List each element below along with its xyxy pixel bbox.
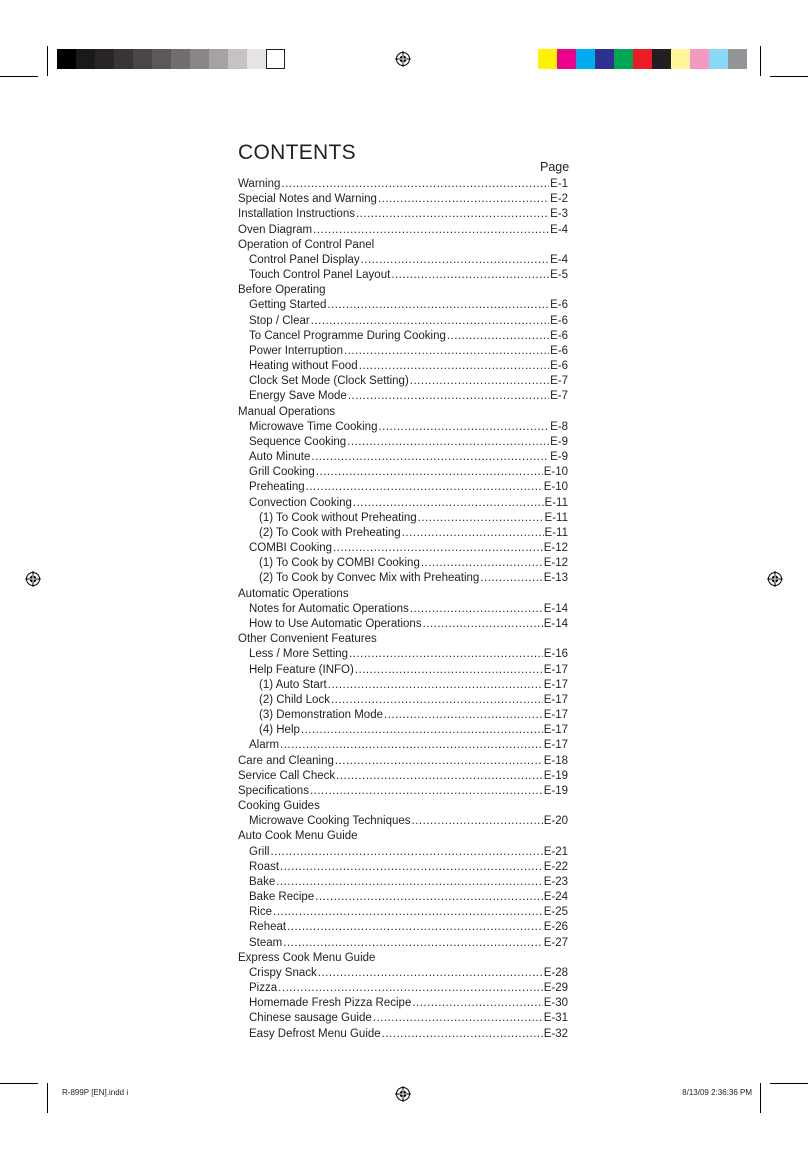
toc-entry-title: Reheat — [249, 921, 287, 934]
dot-leader — [331, 693, 543, 708]
toc-entry-page: E-1 — [550, 178, 568, 190]
toc-entry-page: E-6 — [550, 314, 568, 327]
toc-entry-page: E-9 — [550, 451, 568, 464]
toc-entry — [238, 314, 568, 329]
toc-entry — [238, 845, 568, 860]
toc-entry-page: E-13 — [543, 572, 568, 585]
toc-entry — [238, 693, 568, 708]
toc-entry — [238, 754, 568, 769]
color-swatch — [247, 49, 266, 69]
table-of-contents — [238, 177, 568, 1042]
toc-entry-title: Steam — [249, 936, 283, 949]
crop-mark — [0, 76, 38, 77]
toc-entry — [238, 405, 568, 420]
registration-mark-icon — [395, 51, 411, 67]
dot-leader — [273, 905, 543, 920]
toc-entry-page: E-19 — [543, 784, 568, 797]
dot-leader — [283, 936, 542, 951]
toc-entry — [238, 875, 568, 890]
toc-entry-page: E-8 — [550, 420, 568, 433]
dot-leader — [316, 465, 543, 480]
dot-leader — [412, 814, 543, 829]
toc-entry-title: Clock Set Mode (Clock Setting) — [249, 375, 409, 388]
toc-entry-title: Microwave Time Cooking — [249, 420, 378, 433]
dot-leader — [402, 526, 544, 541]
toc-entry — [238, 602, 568, 617]
toc-entry — [238, 860, 568, 875]
toc-entry — [238, 344, 568, 359]
toc-entry — [238, 389, 568, 404]
toc-entry-title: Notes for Automatic Operations — [249, 602, 409, 615]
dot-leader — [347, 435, 549, 450]
toc-entry-title: Specifications — [238, 784, 309, 797]
toc-entry-title: Grill — [249, 845, 270, 858]
toc-entry-title: Less / More Setting — [249, 648, 349, 661]
toc-entry-title: Care and Cleaning — [238, 754, 334, 767]
toc-entry-page: E-30 — [543, 997, 568, 1010]
toc-entry — [238, 799, 568, 814]
color-swatch — [95, 49, 114, 69]
toc-entry — [238, 465, 568, 480]
toc-entry — [238, 951, 568, 966]
color-calibration-bar — [538, 49, 747, 69]
toc-entry-title: (4) Help — [259, 724, 300, 737]
dot-leader — [333, 541, 543, 556]
toc-entry-title: Auto Minute — [249, 451, 311, 464]
dot-leader — [327, 298, 549, 313]
toc-entry-page: E-4 — [550, 223, 568, 236]
toc-entry-title: Homemade Fresh Pizza Recipe — [249, 997, 412, 1010]
toc-entry — [238, 981, 568, 996]
toc-entry-title: (1) To Cook by COMBI Cooking — [259, 557, 420, 570]
toc-entry — [238, 996, 568, 1011]
toc-entry-title: Grill Cooking — [249, 466, 315, 479]
toc-entry-page: E-5 — [550, 269, 568, 282]
dot-leader — [412, 996, 542, 1011]
toc-entry-title: Installation Instructions — [238, 208, 355, 221]
toc-entry-title: Cooking Guides — [238, 800, 320, 813]
dot-leader — [276, 875, 542, 890]
toc-entry-page: E-31 — [543, 1012, 568, 1025]
toc-entry — [238, 329, 568, 344]
toc-entry-page: E-11 — [544, 496, 568, 509]
toc-entry — [238, 511, 568, 526]
toc-entry — [238, 541, 568, 556]
toc-entry-title: Control Panel Display — [249, 253, 360, 266]
toc-entry — [238, 663, 568, 678]
toc-entry — [238, 905, 568, 920]
toc-entry-title: Sequence Cooking — [249, 435, 347, 448]
color-swatch — [266, 49, 285, 69]
dot-leader — [280, 860, 543, 875]
toc-entry-title: Pizza — [249, 982, 278, 995]
toc-entry-title: Convection Cooking — [249, 496, 352, 509]
crop-mark — [0, 1083, 38, 1084]
crop-mark — [47, 46, 48, 76]
dot-leader — [349, 647, 543, 662]
toc-entry-title: Touch Control Panel Layout — [249, 269, 391, 282]
toc-entry-title: Preheating — [249, 481, 305, 494]
dot-leader — [270, 845, 542, 860]
dot-leader — [301, 723, 543, 738]
toc-entry-page: E-6 — [550, 360, 568, 373]
toc-entry-page: E-4 — [550, 253, 568, 266]
color-swatch — [557, 49, 576, 69]
color-swatch — [595, 49, 614, 69]
toc-entry-page: E-24 — [543, 891, 568, 904]
toc-entry — [238, 769, 568, 784]
toc-entry-page: E-17 — [543, 663, 568, 676]
toc-entry-title: (2) Child Lock — [259, 693, 330, 706]
color-swatch — [614, 49, 633, 69]
toc-entry — [238, 571, 568, 586]
toc-entry-title: Crispy Snack — [249, 966, 317, 979]
toc-entry-title: To Cancel Programme During Cooking — [249, 329, 446, 342]
toc-entry-page: E-7 — [550, 390, 568, 403]
color-swatch — [114, 49, 133, 69]
dot-leader — [423, 617, 543, 632]
toc-entry-page: E-6 — [550, 299, 568, 312]
toc-entry-title: Help Feature (INFO) — [249, 663, 354, 676]
toc-entry — [238, 435, 568, 450]
crop-mark — [770, 1083, 808, 1084]
toc-entry-page: E-20 — [543, 815, 568, 828]
toc-entry-title: Power Interruption — [249, 344, 343, 357]
toc-entry-title: Oven Diagram — [238, 223, 313, 236]
toc-entry-title: Alarm — [249, 739, 280, 752]
color-swatch — [209, 49, 228, 69]
dot-leader — [344, 344, 549, 359]
color-swatch — [652, 49, 671, 69]
toc-entry-page: E-32 — [543, 1027, 568, 1040]
file-name-label: R-899P [EN].indd i — [62, 1088, 129, 1097]
toc-entry-page: E-22 — [543, 860, 568, 873]
dot-leader — [378, 192, 549, 207]
color-swatch — [171, 49, 190, 69]
toc-entry — [238, 268, 568, 283]
color-swatch — [76, 49, 95, 69]
toc-entry-page: E-23 — [543, 875, 568, 888]
toc-entry — [238, 238, 568, 253]
dot-leader — [336, 769, 543, 784]
toc-entry-page: E-14 — [543, 602, 568, 615]
toc-entry — [238, 192, 568, 207]
color-swatch — [133, 49, 152, 69]
toc-entry-title: (1) To Cook without Preheating — [259, 511, 417, 524]
toc-entry — [238, 1027, 568, 1042]
toc-entry — [238, 253, 568, 268]
toc-entry-title: Easy Defrost Menu Guide — [249, 1027, 381, 1040]
toc-entry — [238, 632, 568, 647]
dot-leader — [361, 253, 550, 268]
toc-entry-page: E-9 — [550, 435, 568, 448]
toc-entry-page: E-29 — [543, 982, 568, 995]
toc-entry — [238, 647, 568, 662]
dot-leader — [356, 207, 549, 222]
toc-entry-title: Other Convenient Features — [238, 633, 377, 646]
toc-entry-page: E-19 — [543, 769, 568, 782]
toc-entry — [238, 920, 568, 935]
dot-leader — [410, 374, 549, 389]
toc-entry-title: Auto Cook Menu Guide — [238, 830, 358, 843]
crop-mark — [760, 46, 761, 76]
toc-entry-page: E-11 — [544, 526, 568, 539]
dot-leader — [313, 223, 549, 238]
dot-leader — [315, 890, 542, 905]
dot-leader — [278, 981, 543, 996]
toc-entry-page: E-3 — [550, 208, 568, 221]
toc-entry — [238, 738, 568, 753]
toc-entry-title: Bake Recipe — [249, 891, 315, 904]
dot-leader — [373, 1011, 543, 1026]
toc-entry — [238, 708, 568, 723]
color-swatch — [152, 49, 171, 69]
toc-entry-page: E-28 — [543, 966, 568, 979]
toc-entry-title: Warning — [238, 178, 281, 190]
toc-entry — [238, 890, 568, 905]
toc-entry — [238, 829, 568, 844]
toc-entry — [238, 723, 568, 738]
toc-entry-title: (2) To Cook with Preheating — [259, 526, 401, 539]
toc-entry-page: E-17 — [543, 724, 568, 737]
toc-entry-title: Microwave Cooking Techniques — [249, 815, 411, 828]
dot-leader — [384, 708, 543, 723]
toc-entry-title: Operation of Control Panel — [238, 238, 375, 251]
toc-entry — [238, 359, 568, 374]
dot-leader — [359, 359, 549, 374]
grayscale-calibration-bar — [57, 49, 285, 69]
toc-entry — [238, 207, 568, 222]
dot-leader — [353, 496, 544, 511]
color-swatch — [633, 49, 652, 69]
dot-leader — [382, 1027, 543, 1042]
toc-entry-page: E-6 — [550, 344, 568, 357]
dot-leader — [480, 571, 542, 586]
crop-mark — [47, 1083, 48, 1113]
crop-mark — [770, 76, 808, 77]
toc-entry — [238, 526, 568, 541]
toc-entry-title: Bake — [249, 875, 276, 888]
toc-entry-title: Service Call Check — [238, 769, 336, 782]
dot-leader — [281, 177, 549, 192]
dot-leader — [280, 738, 543, 753]
color-swatch — [690, 49, 709, 69]
registration-mark-icon — [767, 571, 783, 587]
toc-entry-page: E-25 — [543, 906, 568, 919]
toc-entry — [238, 496, 568, 511]
dot-leader — [378, 420, 549, 435]
toc-entry — [238, 784, 568, 799]
toc-entry-title: Special Notes and Warning — [238, 193, 377, 206]
toc-entry — [238, 223, 568, 238]
crop-mark — [760, 1083, 761, 1113]
toc-entry-page: E-10 — [543, 466, 568, 479]
toc-entry-page: E-17 — [543, 678, 568, 691]
toc-entry — [238, 678, 568, 693]
toc-entry-title: Manual Operations — [238, 405, 336, 418]
toc-entry — [238, 298, 568, 313]
toc-entry — [238, 374, 568, 389]
color-swatch — [709, 49, 728, 69]
toc-entry-page: E-12 — [543, 557, 568, 570]
color-swatch — [576, 49, 595, 69]
toc-entry — [238, 283, 568, 298]
toc-entry-page: E-6 — [550, 329, 568, 342]
toc-entry-page: E-17 — [543, 709, 568, 722]
dot-leader — [335, 754, 543, 769]
toc-entry — [238, 1011, 568, 1026]
toc-entry — [238, 450, 568, 465]
toc-entry-title: Automatic Operations — [238, 587, 349, 600]
toc-entry-page: E-27 — [543, 936, 568, 949]
toc-entry-page: E-11 — [544, 511, 568, 524]
toc-entry-title: Roast — [249, 860, 280, 873]
dot-leader — [311, 450, 549, 465]
dot-leader — [410, 602, 543, 617]
color-swatch — [728, 49, 747, 69]
toc-entry-page: E-21 — [543, 845, 568, 858]
toc-entry-page: E-26 — [543, 921, 568, 934]
page-column-label: Page — [540, 160, 570, 174]
toc-entry — [238, 587, 568, 602]
dot-leader — [311, 314, 549, 329]
color-swatch — [671, 49, 690, 69]
toc-entry — [238, 966, 568, 981]
color-swatch — [57, 49, 76, 69]
dot-leader — [355, 663, 543, 678]
toc-entry-page: E-2 — [550, 193, 568, 206]
toc-entry-page: E-10 — [543, 481, 568, 494]
toc-entry-title: Stop / Clear — [249, 314, 310, 327]
toc-entry-title: Before Operating — [238, 284, 326, 297]
color-swatch — [538, 49, 557, 69]
toc-entry-title: COMBI Cooking — [249, 542, 333, 555]
toc-entry-title: (2) To Cook by Convec Mix with Preheating — [259, 572, 480, 585]
dot-leader — [447, 329, 549, 344]
toc-entry — [238, 617, 568, 632]
toc-entry-title: (3) Demonstration Mode — [259, 709, 383, 722]
toc-entry — [238, 814, 568, 829]
registration-mark-icon — [395, 1086, 411, 1102]
toc-entry-title: How to Use Automatic Operations — [249, 617, 422, 630]
toc-entry-page: E-17 — [543, 693, 568, 706]
toc-entry — [238, 556, 568, 571]
toc-entry-title: Getting Started — [249, 299, 327, 312]
dot-leader — [418, 511, 544, 526]
registration-mark-icon — [25, 571, 41, 587]
toc-entry — [238, 480, 568, 495]
toc-entry-page: E-7 — [550, 375, 568, 388]
color-swatch — [228, 49, 247, 69]
dot-leader — [287, 920, 543, 935]
toc-entry-title: Heating without Food — [249, 360, 358, 373]
toc-entry-title: Energy Save Mode — [249, 390, 347, 403]
dot-leader — [348, 389, 549, 404]
toc-entry — [238, 936, 568, 951]
toc-entry-page: E-18 — [543, 754, 568, 767]
toc-entry-title: Chinese sausage Guide — [249, 1012, 372, 1025]
print-timestamp: 8/13/09 2:36:36 PM — [682, 1088, 752, 1097]
toc-entry-title: (1) Auto Start — [259, 678, 327, 691]
toc-entry-title: Rice — [249, 906, 273, 919]
toc-entry-title: Express Cook Menu Guide — [238, 951, 376, 964]
dot-leader — [306, 480, 543, 495]
toc-entry-page: E-12 — [543, 542, 568, 555]
dot-leader — [421, 556, 543, 571]
dot-leader — [318, 966, 543, 981]
toc-entry — [238, 177, 568, 192]
dot-leader — [310, 784, 543, 799]
toc-entry-page: E-14 — [543, 617, 568, 630]
page-title: CONTENTS — [238, 141, 356, 164]
toc-entry — [238, 420, 568, 435]
dot-leader — [391, 268, 549, 283]
dot-leader — [328, 678, 543, 693]
color-swatch — [190, 49, 209, 69]
toc-entry-page: E-17 — [543, 739, 568, 752]
toc-entry-page: E-16 — [543, 648, 568, 661]
